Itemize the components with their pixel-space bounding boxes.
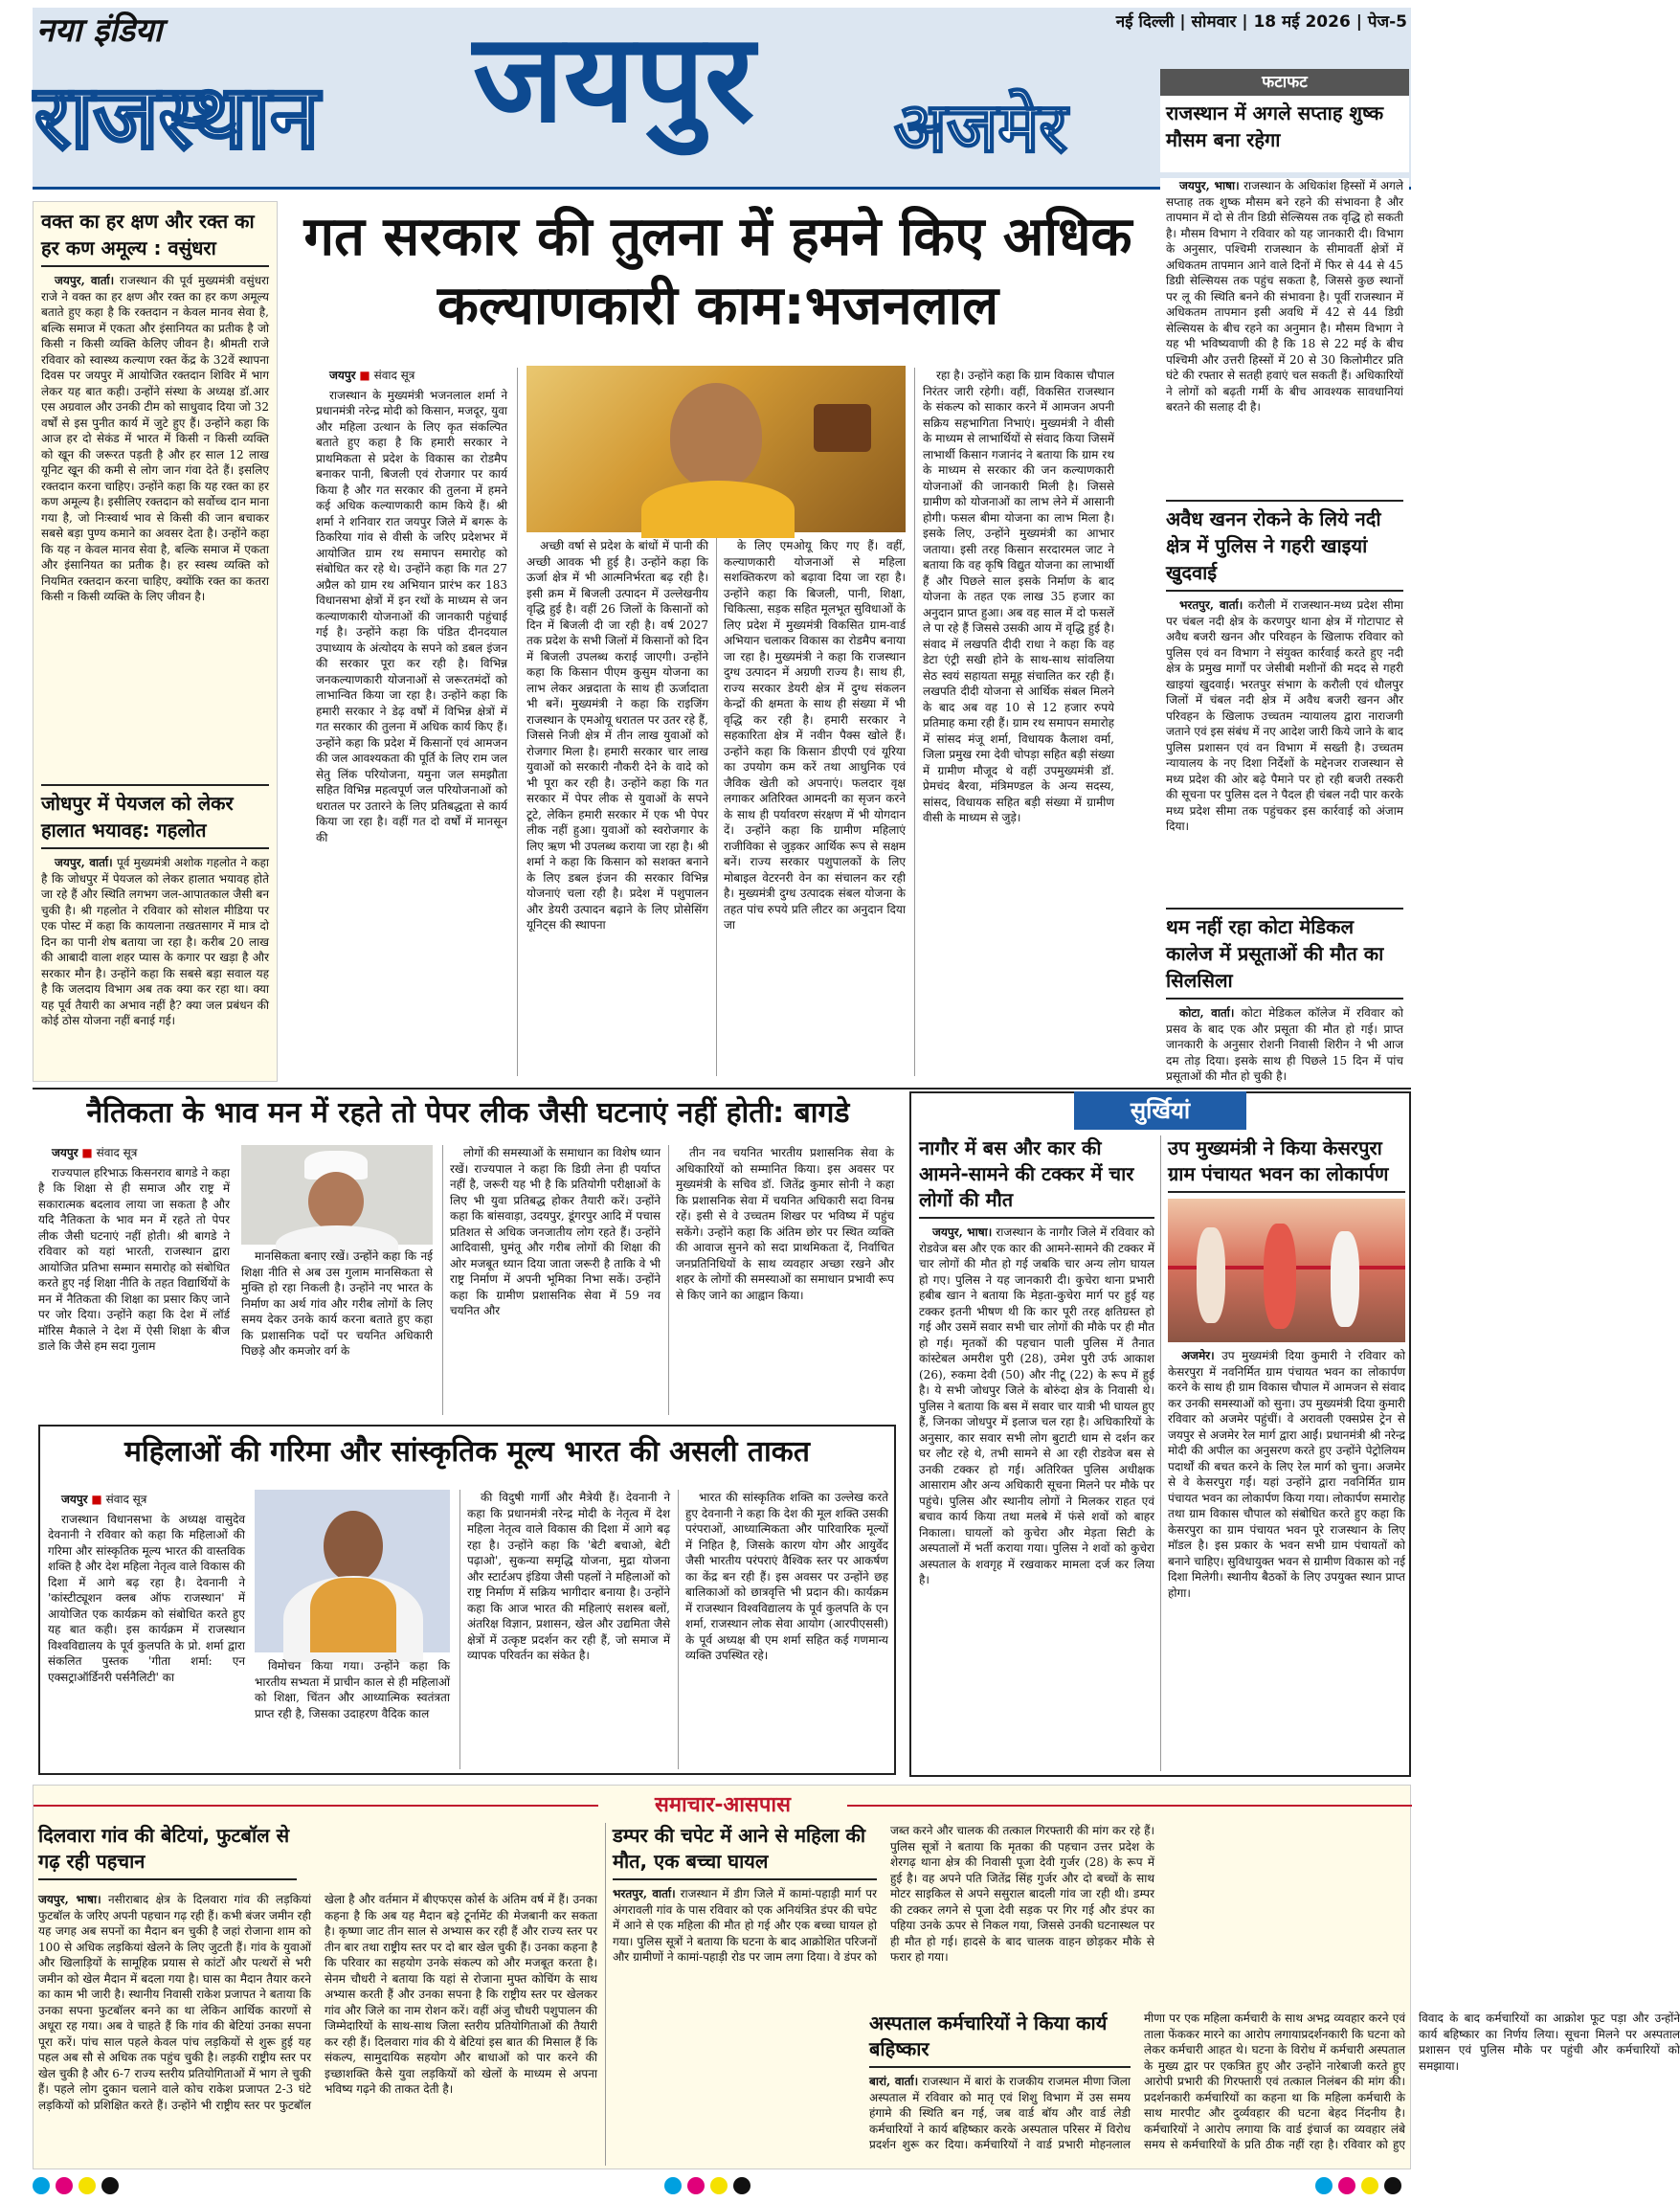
women-dateline: जयपुर: [61, 1493, 88, 1506]
women-col4-text: भारत की सांस्कृतिक शक्ति का उल्लेख करते हुए देवनानी ने कहा कि देश की मूल शक्ति उसकी परंपराओं, आध्यात्मिकता और पारिवारिक मूल्यों में निहित है, जिसके कारण योग और आयुर्वेद जैसी भारतीय परंपराएं वैश्विक स्तर पर आकर्षण का केंद्र बन रही हैं। इस अवसर पर उन्होंने छह बालिकाओं को छात्रवृत्ति भी प्रदान की। कार्यक्रम में राजस्थान विश्वविद्यालय के पूर्व कुलपति के एन शर्मा, राजस्थान लोक सेवा आयोग (आरपीएससी) के पूर्व अध्यक्ष बी एम शर्मा सहित कई गणमान्य व्यक्ति उपस्थित रहे।: [685, 1491, 888, 1662]
lead-col3-text: के लिए एमओयू किए गए हैं। वहीं, कल्याणकारी योजनाओं से महिला सशक्तिकरण को बढ़ावा दिया जा रहा है। उन्होंने कहा कि बिजली, पानी, शिक्षा, चिकित्सा, सड़क सहित मूलभूत सुविधाओं के लिए प्रदेश में मुख्यमंत्री विकसित ग्राम-वार्ड अभियान चलाकर विकास का रोडमैप बनाया जा रहा है। मुख्यमंत्री ने कहा कि राजस्थान दुग्ध उत्पादन में अग्रणी राज्य है। साथ ही, राज्य सरकार डेयरी क्षेत्र में दुग्ध संकलन केन्द्रों की क्षमता के साथ ही संख्या में भी वृद्धि कर रही है। हमारी सरकार ने सहकारिता क्षेत्र में नवीन पैक्स खोले हैं। उन्होंने कहा कि किसान डीएपी एवं यूरिया का उपयोग कम करें तथा आधुनिक एवं जैविक खेती को अपनाएं। फलदार वृक्ष लगाकर अतिरिक्त आमदनी का सृजन करने के साथ ही पर्यावरण संरक्षण में भी योगदान दें। उन्होंने कहा कि ग्रामीण महिलाएं राजीविका से जुड़कर आर्थिक रूप से सक्षम बनें। राज्य सरकार पशुपालकों के लिए मोबाइल वेटरनरी वेन का संचालन कर रही है। मुख्यमंत्री दुग्ध उत्पादक संबल योजना के तहत पांच रुपये प्रति लीटर का अनुदान दिया जा: [724, 539, 906, 932]
kesarpura-headline: उप मुख्यमंत्री ने किया केसरपुरा ग्राम पंचायत भवन का लोकार्पण: [1168, 1135, 1405, 1193]
kesarpura-text: उप मुख्यमंत्री दिया कुमारी ने रविवार को केसरपुरा में नवनिर्मित ग्राम पंचायत भवन का लोकार्पण करने के साथ ही ग्राम विकास चौपाल में आमजन से संवाद कर उनकी समस्याओं को सुना। उप मुख्यमंत्री दिया कुमारी रविवार को अजमेर पहुंचीं। वे अरावली एक्सप्रेस ट्रेन से जयपुर से अजमेर रेल मार्ग द्वारा आईं। प्रधानमंत्री श्री नरेन्द्र मोदी की अपील का अनुसरण करते हुए उन्होंने पेट्रोलियम पदार्थों की बचत करने के लिए रेल मार्ग को चुना। अजमेर से वे केसरपुरा गईं। यहां उन्होंने द्वारा नवनिर्मित ग्राम पंचायत भवन का लोकार्पण किया गया। लोकार्पण समारोह तथा ग्राम विकास चौपाल को संबोधित करते हुए कहा कि केसरपुरा का ग्राम पंचायत भवन पूरे राजस्थान के लिए मॉडल है। इस प्रकार के भवन सभी ग्राम पंचायतों को बनाने चाहिए। सुविधायुक्त भवन से ग्रामीण विकास को नई दिशा मिलेगी। स्थानीय बैठकों के लिए उपयुक्त स्थान प्राप्त होगा।: [1168, 1349, 1405, 1600]
vasundhara-text: राजस्थान की पूर्व मुख्यमंत्री वसुंधरा राजे ने वक्त का हर क्षण और रक्त का हर कण अमूल्य बताते हुए कहा है कि रक्तदान न केवल मानव सेवा है, बल्कि समाज में एकता और इंसानियत का प्रतीक है जो किसी न किसी व्यक्ति केलिए जीवन है। श्रीमती राजे रविवार को स्वास्थ्य कल्याण रक्त केंद्र के 32वें स्थापना दिवस पर जयपुर में आयोजित रक्तदान शिविर में भाग लेकर यह बात कही। उन्होंने संस्था के अध्यक्ष डॉ.आर एस अग्रवाल और उनकी टीम को साधुवाद दिया जो 32 वर्षों से इस पुनीत कार्य में जुटे हुए हैं। उन्होंने कहा कि आज हर दो सेकंड में भारत में किसी न किसी व्यक्ति को खून की जरूरत पड़ती है और हर साल 12 लाख यूनिट खून की कमी से लोग जान गंवा देते हैं। इसलिए रक्तदान करना चाहिए। उन्होंने कहा कि यह रक्त का हर कण अमूल्य है। इसीलिए रक्तदान को सर्वोच्च दान माना गया है, जो निःस्वार्थ भाव से किसी की जान बचाकर सबसे बड़ा पुण्य कमाने का अवसर देता है। उन्होंने कहा कि यह न केवल मानव सेवा है, बल्कि समाज में एकता और इंसानियत का प्रतीक है। हर स्वस्थ व्यक्ति को नियमित रक्तदान करना चाहिए, क्योंकि रक्त का कतरा किसी न किसी व्यक्ति के लिए जीवन है।: [41, 274, 269, 603]
nagaur-body: [919, 1225, 1154, 1761]
dateline-bar: नई दिल्ली | सोमवार | 18 मई 2026 | पेज-5: [1115, 12, 1407, 32]
kesarpura-dateline: अजमेर।: [1181, 1349, 1215, 1362]
fatafat-text: राजस्थान के अधिकांश हिस्सों में अगले सप्ताह तक शुष्क मौसम बने रहने की संभावना है और तापमान में दो से तीन डिग्री सेल्सियस तक वृद्धि हो सकती है। मौसम विभाग ने रविवार को यह जानकारी दी। विभाग के अनुसार, पश्चिमी राजस्थान के सीमावर्ती क्षेत्रों में अधिकतम तापमान आने वाले दिनों में फिर से 44 से 45 डिग्री सेल्सियस तक पहुंच सकता है, जिससे कुछ स्थानों पर लू की स्थिति बनने की संभावना है। पूर्वी राजस्थान में अधिकतम तापमान इसी अवधि में 42 से 44 डिग्री सेल्सियस के बीच रहने का अनुमान है। मौसम विभाग ने यह भी भविष्यवाणी की है कि 18 से 22 मई के बीच पश्चिमी और उत्तरी हिस्सों में 20 से 30 किलोमीटर प्रति घंटे की रफ्तार से सतही हवाएं चल सकती हैं। अधिकारियों ने लोगों को बढ़ती गर्मी के बीच आवश्यक सावधानियां बरतने की सलाह दी है।: [1166, 179, 1403, 414]
mining-text: करौली में राजस्थान-मध्य प्रदेश सीमा पर चंबल नदी क्षेत्र के करणपुर थाना क्षेत्र में गोटापाट से अवैध बजरी खनन और परिवहन के खिलाफ रविवार को पुलिस एवं वन विभाग ने संयुक्त कार्रवाई करते हुए नदी क्षेत्र के प्रमुख मार्गों पर जेसीबी मशीनों की मदद से गहरी खाइयां खुदवाई। भरतपुर संभाग के करौली एवं धौलपुर जिलों में चंबल नदी क्षेत्र में अवैध बजरी खनन और परिवहन के खिलाफ उच्चतम न्यायालय द्वारा नाराजगी जताने एवं इस संबंध में नए आदेश जारी किये जाने के बाद पुलिस प्रशासन एवं वन विभाग में सख्ती है। उच्चतम न्यायालय के नए दिशा निर्देशों के मद्देनजर राजस्थान से मध्य प्रदेश की ओर बढ़े पैमाने पर हो रही बजरी तस्करी की सूचना पर पुलिस दल ने पैदल ही चंबल नदी पार करके मध्य प्रदेश सीमा तक पहुंचकर इस कार्रवाई को अंजाम दिया।: [1166, 598, 1403, 833]
women-col3: [467, 1490, 670, 1769]
dilwara-text: नसीराबाद क्षेत्र के दिलवारा गांव की लड़कियां फुटबॉल के जरिए अपनी पहचान गढ़ रही हैं। कभी बंजर जमीन रही यह जगह अब सपनों का मैदान बन चुकी है जहां रोजाना शाम को 100 से अधिक लड़कियां खेलने के लिए जुटती हैं। गांव के युवाओं और खिलाड़ियों के सामूहिक प्रयास से कांटों और पत्थरों से भरी जमीन को खेल मैदान में बदला गया है। घास का मैदान तैयार करने का काम भी जारी है। स्थानीय निवासी राकेश प्रजापत ने बताया कि उनका सपना फुटबॉलर बनने का था लेकिन आर्थिक कारणों से अधूरा रह गया। अब वे चाहते हैं कि गांव की बेटियां उनका सपना पूरा करें। पांच साल पहले केवल पांच लड़कियों से शुरू हुई यह पहल अब सौ से अधिक तक पहुंच चुकी है। लड़की राष्ट्रीय स्तर पर खेल चुकी है और 6-7 राज्य स्तरीय प्रतियोगिताओं में भाग ले चुकी हैं। पहले लोग दुकान चलाने वाले कोच राकेश प्रजापत 2-3 घंटे लड़कियों को प्रशिक्षित करते हैं। उन्होंने भी राष्ट्रीय स्तर पर फुटबॉल खेला है और वर्तमान में बीएफएस कोर्स के अंतिम वर्ष में हैं। उनका कहना है कि अब यह मैदान बड़े टूर्नामेंट की मेजबानी कर सकता है। कृष्णा जाट तीन साल से अभ्यास कर रही हैं और राज्य स्तर पर तीन बार तथा राष्ट्रीय स्तर पर दो बार खेल चुकी हैं। उनका कहना है कि परिवार का सहयोग उनके संकल्प को और मजबूत करता है। सेनम चौधरी ने बताया कि यहां से रोजाना मुफ्त कोचिंग के साथ अभ्यास करती हैं और उनका सपना है कि राष्ट्रीय स्तर पर खेलकर गांव और जिले का नाम रोशन करें। वहीं अंजु चौधरी पशुपालन की जिम्मेदारियों के साथ-साथ जिला स्तरीय प्रतियोगिताओं की तैयारी कर रही हैं। दिलवारा गांव की ये बेटियां इस बात की मिसाल हैं कि संकल्प, सामुदायिक सहयोग और बाधाओं को पार करने की इच्छाशक्ति कैसे युवा लड़कियों को खेलों के माध्यम से अपना भविष्य गढ़ने की ताकत देती है।: [38, 1893, 597, 2112]
hospital-dateline: बारां, वार्ता।: [869, 2075, 919, 2088]
kesarpura-photo: [1168, 1199, 1405, 1342]
mining-headline: अवैध खनन रोकने के लिये नदी क्षेत्र में पुलिस ने गहरी खाइयां खुदवाई: [1166, 500, 1403, 592]
bagde-photo: [241, 1145, 433, 1245]
dilwara-dateline: जयपुर, भाषा।: [38, 1893, 101, 1906]
women-headline: महिलाओं की गरिमा और सांस्कृतिक मूल्य भारत की असली ताकत: [124, 1435, 810, 1469]
hospital-body: [869, 2011, 1680, 2166]
lead-col4: [923, 368, 1114, 1076]
aaspaas-label: समाचार-आसपास: [598, 1789, 847, 1822]
city-name: जयपुर: [473, 8, 755, 150]
brand-name: नया इंडिया: [36, 11, 163, 50]
bagde-col2: [241, 1248, 433, 1415]
bagde-col2-text: मानसिकता बनाए रखें। उन्होंने कहा कि नई शिक्षा नीति से अब उस गुलाम मानसिकता से मुक्ति हो रहा निकली है। उन्होंने नए भारत के निर्माण का अर्थ गांव और गरीब लोगों के लिए समय देकर उनके कार्य करना बताते हुए कहा कि प्रशासनिक पदों पर चयनित अधिकारी पिछड़े और कमजोर वर्ग के: [241, 1249, 433, 1358]
bagde-col1: जयपुर ■ संवाद सूत्र राज्यपाल हरिभाऊ किसनराव बागडे ने कहा है कि शिक्षा से ही समाज और राष्ट्र में सकारात्मक बदलाव लाया जा सकता है और यदि नैतिकता के भाव मन में रहते तो पेपर लीक जैसी घटनाएं नहीं होती। श्री बागडे ने रविवार को यहां भारती, राजस्थान द्वारा आयोजित प्रतिभा सम्मान समारोह को संबोधित करते हुए नई शिक्षा नीति के तहत विद्यार्थियों के मन में नैतिकता की शिक्षा का प्रसार किए जाने पर जोर दिया। उन्होंने कहा कि देश में लॉर्ड मॉरिस मैकाले ने देश में ऐसी शिक्षा के बीज डाले कि जैसे हम सदा गुलाम: [38, 1146, 230, 1353]
dilwara-story: [38, 1823, 597, 2166]
kota-dateline: कोटा, वार्ता।: [1179, 1006, 1235, 1020]
bagde-col3: [450, 1145, 661, 1415]
hospital-story: [869, 2011, 1680, 2166]
nagaur-story: [919, 1135, 1154, 1771]
jodhpur-headline: जोधपुर में पेयजल को लेकर हालात भयावह: गहलोत: [41, 784, 269, 849]
kesarpura-body: [1168, 1348, 1405, 1727]
women-col1-text: राजस्थान विधानसभा के अध्यक्ष वासुदेव देवनानी ने रविवार को कहा कि महिलाओं की गरिमा और सांस्कृतिक मूल्य भारत की वास्तविक शक्ति है और देश महिला नेतृत्व वाले विकास की दिशा में आगे बढ़ रहा है। देवनानी ने 'कांस्टीट्यूशन क्लब ऑफ राजस्थान' में आयोजित एक कार्यक्रम को संबोधित करते हुए यह बात कही। इस कार्यक्रम में राजस्थान विश्वविद्यालय के पूर्व कुलपति के प्रो. शर्मा द्वारा संकलित पुस्तक 'गीता शर्मा: एन एक्सट्राऑर्डिनरी पर्सनैलिटी' का: [48, 1512, 245, 1684]
lead-dateline: जयपुर: [329, 369, 356, 382]
kota-headline: थम नहीं रहा कोटा मेडिकल कालेज में प्रसूताओं की मौत का सिलसिला: [1166, 908, 1403, 1000]
fatafat-headline: राजस्थान में अगले सप्ताह शुष्क मौसम बना रहेगा: [1166, 101, 1384, 151]
vasundhara-body: [41, 273, 269, 778]
mining-dateline: भरतपुर, वार्ता।: [1179, 598, 1243, 612]
dilwara-headline: दिलवारा गांव की बेटियां, फुटबॉल से गढ़ रही पहचान: [38, 1823, 297, 1880]
lead-photo: [526, 366, 906, 532]
surkhiyan-label: सुर्खियां: [1074, 1091, 1246, 1130]
lead-source: संवाद सूत्र: [373, 369, 415, 382]
jodhpur-text: पूर्व मुख्यमंत्री अशोक गहलोत ने कहा है कि जोधपुर में पेयजल को लेकर हालात भयावह होते जा रहे हैं और स्थिति लगभग जल-आपातकाल जैसी बन चुकी है। श्री गहलोत ने रविवार को सोशल मीडिया पर एक पोस्ट में कहा कि कायलाना तखतसागर में मात्र दो दिन का पानी शेष बताया जा रहा है। करीब 20 लाख की आबादी वाला शहर प्यास के कगार पर खड़ा है और सरकार मौन है। उन्होंने कहा कि सबसे बड़ा सवाल यह है कि जलदाय विभाग अब तक क्या कर रहा था। क्या यह पूर्व तैयारी का अभाव नहीं है? क्या जल प्रबंधन की कोई ठोस योजना नहीं बनाई गई।: [41, 856, 269, 1027]
kota-text: कोटा मेडिकल कॉलेज में रविवार को प्रसव के बाद एक और प्रसूता की मौत हो गई। प्राप्त जानकारी के अनुसार रोशनी निवासी शिरीन ने भी आज दम तोड़ दिया। इसके साथ ही पिछले 15 दिन में पांच प्रसूताओं की मौत हो चुकी है।: [1166, 1006, 1403, 1083]
hospital-headline: अस्पताल कर्मचारियों ने किया कार्य बहिष्कार: [869, 2011, 1131, 2068]
women-col3-text: की विदुषी गार्गी और मैत्रेयी हैं। देवनानी ने कहा कि प्रधानमंत्री नरेन्द्र मोदी के नेतृत्व में देश महिला नेतृत्व वाले विकास की दिशा में आगे बढ़ रहा है। उन्होंने कहा कि 'बेटी बचाओ, बेटी पढ़ाओ', सुकन्या समृद्धि योजना, मुद्रा योजना और स्टार्टअप इंडिया जैसी पहलों ने महिलाओं को राष्ट्र निर्माण में सक्रिय भागीदार बनाया है। उन्होंने कहा कि आज भारत की महिलाएं सशस्त्र बलों, अंतरिक्ष विज्ञान, प्रशासन, खेल और उद्यमिता जैसे क्षेत्रों में उत्कृष्ट प्रदर्शन कर रही हैं, जो समाज में व्यापक परिवर्तन का संकेत है।: [467, 1491, 670, 1662]
women-col2: [255, 1658, 450, 1769]
lead-col2-text: अच्छी वर्षा से प्रदेश के बांधों में पानी की अच्छी आवक भी हुई है। उन्होंने कहा कि ऊर्जा क्षेत्र में भी आत्मनिर्भरता बढ़ रही है। इसी क्रम में बिजली उत्पादन में उल्लेखनीय वृद्धि हुई है। वहीं 26 जिलों के किसानों को दिन में बिजली दी जा रही है। वर्ष 2027 तक प्रदेश के सभी जिलों में किसानों को दिन में बिजली उपलब्ध कराई जाएगी। उन्होंने कहा कि किसान पीएम कुसुम योजना का लाभ लेकर अन्नदाता के साथ ही ऊर्जादाता भी बनें। मुख्यमंत्री ने कहा कि राइजिंग राजस्थान के एमओयू धरातल पर उतर रहे हैं, जिससे निजी क्षेत्र में तीन लाख युवाओं को रोजगार मिला है। हमारी सरकार चार लाख युवाओं को सरकारी नौकरी देने के वादे को भी पूरा कर रही है। उन्होंने कहा कि गत सरकार में पेपर लीक से युवाओं के सपने टूटे, लेकिन हमारी सरकार में एक भी पेपर लीक नहीं हुआ। युवाओं को स्वरोजगार के लिए ऋण भी उपलब्ध कराया जा रहा है। श्री शर्मा ने कहा कि किसान को सशक्त बनाने के लिए डबल इंजन की सरकार विभिन्न योजनाएं चला रही है। प्रदेश में पशुपालन और डेयरी उत्पादन बढ़ाने के लिए प्रोसेसिंग यूनिट्स की स्थापना: [526, 539, 708, 932]
lead-col4-text: रहा है। उन्होंने कहा कि ग्राम विकास चौपाल निरंतर जारी रहेगी। वहीं, विकसित राजस्थान के संकल्प को साकार करने में आमजन अपनी सक्रिय सहभागिता निभाएं। मुख्यमंत्री ने वीसी के माध्यम से लाभार्थियों से संवाद किया जिसमें लाभार्थी किसान गजानंद ने बताया कि ग्राम रथ के माध्यम से सरकार की जन कल्याणकारी योजनाओं की जानकारी मिली है। जिससे ग्रामीण को योजनाओं का लाभ लेने में आसानी होगी। फसल बीमा योजना का लाभ मिला है। इसके लिए, उन्होंने मुख्यमंत्री का आभार जताया। इसी तरह किसान सरदारमल जाट ने बताया कि वह कृषि विद्युत योजना का लाभार्थी हैं और पिछले साल इसके निर्माण के बाद योजना के तहत एक लाख 35 हजार का अनुदान प्राप्त हुआ। अब वह साल में दो फसलें ले पा रहे हैं जिससे उसकी आय में वृद्धि हुई है। संवाद में लखपति दीदी राधा ने कहा कि वह डेटा एंट्री सखी होने के साथ-साथ सांवलिया सेठ स्वयं सहायता समूह संचालित कर रही हैं। लखपति दीदी योजना से आर्थिक संबल मिलने के बाद अब वह 10 से 12 हजार रुपये प्रतिमाह कमा रही हैं। ग्राम रथ समापन समारोह में सांसद मंजू शर्मा, विधायक कैलाश वर्मा, जिला प्रमुख रमा देवी चोपड़ा सहित बड़ी संख्या में ग्रामीण मौजूद थे वहीं उपमुख्यमंत्री डॉ. प्रेमचंद बैरवा, मंत्रिमण्डल के अन्य सदस्य, सांसद, विधायक सहित बड़ी संख्या में ग्रामीण वीसी के माध्यम से जुड़े।: [923, 369, 1114, 824]
hospital-text: राजस्थान में बारां के राजकीय राजमल मीणा जिला अस्पताल में रविवार को मातृ एवं शिशु विभाग में उस समय हंगामे की स्थिति बन गई, जब वार्ड बॉय और वार्ड लेडी कर्मचारियों ने कार्य बहिष्कार करके अस्पताल परिसर में विरोध प्रदर्शन शुरू कर दिया। कर्मचारियों ने वार्ड प्रभारी मोहनलाल मीणा पर एक महिला कर्मचारी के साथ अभद्र व्यवहार करने एवं ताला फेंककर मारने का आरोप लगायाप्रदर्शनकारी कि घटना को लेकर कर्मचारी आहत थे। घटना के विरोध में कर्मचारी अस्पताल के मुख्य द्वार पर एकत्रित हुए और उन्होंने नारेबाजी करते हुए आरोपी प्रभारी की गिरफ्तारी एवं तत्काल निलंबन की मांग की। प्रदर्शनकारी कर्मचारियों का कहना था कि महिला कर्मचारी के साथ मारपीट और दुर्व्यवहार की घटना बेहद निंदनीय है। कर्मचारियों ने आरोप लगाया कि वार्ड इंचार्ज का व्यवहार लंबे समय से कर्मचारियों के प्रति ठीक नहीं रहा है। रविवार को हुए विवाद के बाद कर्मचारियों का आक्रोश फूट पड़ा और उन्होंने कार्य बहिष्कार का निर्णय लिया। सूचना मिलने पर अस्पताल प्रशासन एवं पुलिस मौके पर पहुंची और कर्मचारियों को समझाया।: [869, 2011, 1680, 2151]
dumper-body: [613, 1823, 1154, 2011]
bagde-col3-text: लोगों की समस्याओं के समाधान का विशेष ध्यान रखें। राज्यपाल ने कहा कि डिग्री लेना ही पर्याप्त नहीं है, जरूरी यह भी है कि प्रतियोगी परीक्षाओं के लिए भी युवा प्रतिबद्ध होकर तैयारी करें। उन्होंने कहा कि बांसवाड़ा, उदयपुर, डूंगरपुर आदि में पचास प्रतिशत से अधिक जनजातीय लोग रहते हैं। उन्होंने आदिवासी, घुमंतू और गरीब लोगों की शिक्षा की ओर मजबूत ध्यान दिया जाता जरूरी है ताकि वे भी राष्ट्र निर्माण में अपनी भूमिका निभा सकें। उन्होंने कहा कि ग्रामीण प्रशासनिक सेवा में 59 नव चयनित और: [450, 1146, 661, 1317]
dumper-headline: डम्पर की चपेट में आने से महिला की मौत, एक बच्चा घायल: [613, 1823, 877, 1880]
women-col2-text: विमोचन किया गया। उन्होंने कहा कि भारतीय सभ्यता में प्राचीन काल से ही महिलाओं को शिक्षा, चिंतन और आध्यात्मिक स्वतंत्रता प्राप्त रही है, जिसका उदाहरण वैदिक काल: [255, 1659, 450, 1720]
lead-headline: गत सरकार की तुलना में हमने किए अधिक कल्याणकारी काम:भजनलाल: [303, 206, 1132, 337]
bagde-col1-text: राज्यपाल हरिभाऊ किसनराव बागडे ने कहा है कि शिक्षा से ही समाज और राष्ट्र में सकारात्मक बदलाव लाया जा सकता है और यदि नैतिकता के भाव मन में रहते तो पेपर लीक जैसी घटनाएं नहीं होती। श्री बागडे ने रविवार को यहां भारती, राजस्थान द्वारा आयोजित प्रतिभा सम्मान समारोह को संबोधित करते हुए नई शिक्षा नीति के तहत विद्यार्थियों के मन में नैतिकता की शिक्षा का प्रसार किए जाने पर जोर दिया। उन्होंने कहा कि देश में लॉर्ड मॉरिस मैकाले ने देश में ऐसी शिक्षा के बीज डाले कि जैसे हम सदा गुलाम: [38, 1165, 230, 1353]
bagde-col4-text: तीन नव चयनित भारतीय प्रशासनिक सेवा के अधिकारियों को सम्मानित किया। इस अवसर पर मुख्यमंत्री के सचिव डॉ. जितेंद्र कुमार सोनी ने कहा कि प्रशासनिक सेवा में चयनित अधिकारी सदा विनम्र रहें। इसी से वे उच्चतम शिखर पर भविष्य में पहुंच सकेंगे। उन्होंने कहा कि अंतिम छोर पर स्थित व्यक्ति की आवाज सुनने को सदा प्राथमिकता दें, निर्वाचित जनप्रतिनिधियों के साथ व्यवहार अच्छा रखने और शहर के लोगों की समस्याओं का समाधान प्रभावी रूप से किए जाने का आह्वान किया।: [676, 1146, 894, 1302]
registration-marks: [33, 2177, 1411, 2196]
kesarpura-story: [1168, 1135, 1405, 1771]
mining-body: [1166, 597, 1403, 902]
dumper-dateline: भरतपुर, वार्ता।: [613, 1887, 676, 1900]
bagde-source: संवाद सूत्र: [96, 1146, 138, 1159]
right-column: [1160, 178, 1409, 1083]
nagaur-dateline: जयपुर, भाषा।: [932, 1225, 993, 1239]
bagde-col4: [676, 1145, 894, 1415]
nagaur-text: राजस्थान के नागौर जिले में रविवार को रोडवेज बस और एक कार की आमने-सामने की टक्कर में चार लोगों की मौत हो गई जबकि चार अन्य लोग घायल हो गए। पुलिस ने यह जानकारी दी। कुचेरा थाना प्रभारी हबीब खान ने बताया कि मेड़ता-कुचेरा मार्ग पर हुई यह टक्कर इतनी भीषण थी कि कार पूरी तरह क्षतिग्रस्त हो गई और उसमें सवार सभी चार लोगों की मौके पर ही मौत हो गई। मृतकों की पहचान पाली पुलिस में तैनात कांस्टेबल अमरीश पुरी (28), उमेश पुरी उर्फ आकाश (26), रुकमा देवी (50) और नीटू (22) के रूप में हुई है। ये सभी जोधपुर जिले के बोरुंदा क्षेत्र के निवासी थे। पुलिस ने बताया कि बस में सवार चार यात्री भी घायल हुए हैं, जिनका जोधपुर में इलाज चल रहा है। अधिकारियों के अनुसार, कार सवार सभी लोग बुटाटी धाम से दर्शन कर घर लौट रहे थे, तभी सामने से आ रही रोडवेज बस से उनकी टक्कर हो गई। अतिरिक्त पुलिस अधीक्षक आसाराम और अन्य अधिकारी सूचना मिलने पर मौके पर पहुंचे। पुलिस और स्थानीय लोगों ने मिलकर राहत एवं बचाव कार्य किया तथा मलबे में फंसे शवों को बाहर निकाला। घायलों को कुचेरा और मेड़ता सिटी के अस्पतालों में भर्ती कराया गया। पुलिस ने शवों को कुचेरा अस्पताल के शवगृह में रखवाकर मामला दर्ज कर लिया है।: [919, 1225, 1154, 1586]
fatafat-box: [1160, 69, 1409, 172]
bagde-dateline: जयपुर: [52, 1146, 78, 1159]
women-source: संवाद सूत्र: [105, 1493, 147, 1506]
state-name: राजस्थान: [34, 66, 320, 169]
lead-col2: [526, 538, 708, 1076]
vasundhara-headline: वक्त का हर क्षण और रक्त का हर कण अमूल्य : वसुंधरा: [41, 208, 269, 267]
fatafat-body: [1166, 178, 1403, 494]
fatafat-dateline: जयपुर, भाषा।: [1179, 179, 1240, 192]
women-col4: [685, 1490, 888, 1769]
women-col1: जयपुर ■ संवाद सूत्र राजस्थान विधानसभा के अध्यक्ष वासुदेव देवनानी ने रविवार को कहा कि महिलाओं की गरिमा और सांस्कृतिक मूल्य भारत की वास्तविक शक्ति है और देश महिला नेतृत्व वाले विकास की दिशा में आगे बढ़ रहा है। देवनानी ने 'कांस्टीट्यूशन क्लब ऑफ राजस्थान' में आयोजित एक कार्यक्रम को संबोधित करते हुए यह बात कही। इस कार्यक्रम में राजस्थान विश्वविद्यालय के पूर्व कुलपति के प्रो. शर्मा द्वारा संकलित पुस्तक 'गीता शर्मा: एन एक्सट्राऑर्डिनरी पर्सनैलिटी' का: [48, 1493, 245, 1684]
nagaur-headline: नागौर में बस और कार की आमने-सामने की टक्कर में चार लोगों की मौत: [919, 1135, 1154, 1219]
left-column: [33, 201, 278, 1082]
dumper-text: राजस्थान में डीग जिले में कामां-पहाड़ी मार्ग पर अंगरावली गांव के पास रविवार को एक अनियंत्रित डंपर की चपेट में आने से एक महिला की मौत हो गई और एक बच्चा घायल हो गया। पुलिस सूत्रों ने बताया कि घटना के बाद आक्रोशित परिजनों और ग्रामीणों ने कामां-पहाड़ी रोड पर जाम लगा दिया। वे डंपर को जब्त करने और चालक की तत्काल गिरफ्तारी की मांग कर रहे हैं। पुलिस सूत्रों ने बताया कि मृतका की पहचान उत्तर प्रदेश के शेरगढ़ थाना क्षेत्र की निवासी पूजा देवी गुर्जर (28) के रूप में हुई है। वह अपने पति जितेंद्र सिंह गुर्जर और दो बच्चों के साथ मोटर साइकिल से अपने ससुराल बादली गांव जा रही थी। डम्पर की टक्कर लगने से पूजा देवी सड़क पर गिर गई और डंपर का पहिया उनके ऊपर से निकल गया, जिससे उनकी घटनास्थल पर ही मौत हो गई। हादसे के बाद चालक वाहन छोड़कर मौके से फरार हो गया।: [613, 1824, 1154, 1964]
fatafat-label: फटाफट: [1160, 69, 1409, 96]
jodhpur-body: [41, 855, 269, 1113]
dilwara-body: [38, 1892, 597, 2166]
women-photo: [255, 1490, 450, 1652]
bagde-headline: नैतिकता के भाव मन में रहते तो पेपर लीक जैसी घटनाएं नहीं होती: बागडे: [86, 1096, 850, 1130]
lead-col3: [724, 538, 906, 1076]
jodhpur-dateline: जयपुर, वार्ता।: [55, 856, 113, 869]
lead-col1-text: राजस्थान के मुख्यमंत्री भजनलाल शर्मा ने प्रधानमंत्री नरेन्द्र मोदी को किसान, मजदूर, युवा और महिला उत्थान के लिए कृत संकल्पित बताते हुए कहा है कि हमारी सरकार ने प्राथमिकता से प्रदेश के विकास का रोडमैप बनाकर पानी, बिजली एवं रोजगार पर कार्य किया है और गत सरकार की तुलना में हमने कई अधिक कल्याणकारी काम किये हैं। श्री शर्मा ने शनिवार रात जयपुर जिले में बगरू के ठिकरिया गांव से वीसी के जरिए प्रदेशभर में आयोजित ग्राम रथ समापन समारोह को संबोधित कर रहे थे। उन्होंने कहा कि गत 27 अप्रैल को ग्राम रथ अभियान प्रारंभ कर 183 विधानसभा क्षेत्रों में इन रथों के माध्यम से जन कल्याणकारी योजनाओं की जानकारी पहुंचाई गई है। उन्होंने कहा कि पंडित दीनदयाल उपाध्याय के अंत्योदय के सपने को डबल इंजन की सरकार पूरा कर रही है। विभिन्न जनकल्याणकारी योजनाओं से जरूरतमंदों को लाभान्वित किया जा रहा है। उन्होंने कहा कि हमारी सरकार ने डेढ़ वर्षों में विभिन्न क्षेत्रों में गत सरकार की तुलना में अधिक कार्य किए हैं। उन्होंने कहा कि प्रदेश में किसानों एवं आमजन की जल आवश्यकता की पूर्ति के लिए राम जल सेतु लिंक परियोजना, यमुना जल समझौता सहित विभिन्न महत्वपूर्ण जल परियोजनाओं को धरातल पर उतारने के लिए प्रतिबद्धता से कार्य किया जा रहा है। वहीं गत दो वर्षों में मानसून की: [316, 388, 507, 844]
city2-name: अजमेर: [894, 87, 1067, 168]
vasundhara-dateline: जयपुर, वार्ता।: [55, 274, 115, 287]
lead-col1: जयपुर ■ संवाद सूत्र राजस्थान के मुख्यमंत्री भजनलाल शर्मा ने प्रधानमंत्री नरेन्द्र मोदी को किसान, मजदूर, युवा और महिला उत्थान के लिए कृत संकल्पित बताते हुए कहा है कि हमारी सरकार ने प्राथमिकता से प्रदेश के विकास का रोडमैप बनाकर पानी, बिजली एवं रोजगार पर कार्य किया है और गत सरकार की तुलना में हमने कई अधिक कल्याणकारी काम किये हैं। श्री शर्मा ने शनिवार रात जयपुर जिले में बगरू के ठिकरिया गांव से वीसी के जरिए प्रदेशभर में आयोजित ग्राम रथ समापन समारोह को संबोधित कर रहे थे। उन्होंने कहा कि गत 27 अप्रैल को ग्राम रथ अभियान प्रारंभ कर 183 विधानसभा क्षेत्रों में इन रथों के माध्यम से जन कल्याणकारी योजनाओं की जानकारी पहुंचाई गई है। उन्होंने कहा कि पंडित दीनदयाल उपाध्याय के अंत्योदय के सपने को डबल इंजन की सरकार पूरा कर रही है। विभिन्न जनकल्याणकारी योजनाओं से जरूरतमंदों को लाभान्वित किया जा रहा है। उन्होंने कहा कि हमारी सरकार ने डेढ़ वर्षों में विभिन्न क्षेत्रों में गत सरकार की तुलना में अधिक कार्य किए हैं। उन्होंने कहा कि प्रदेश में किसानों एवं आमजन की जल आवश्यकता की पूर्ति के लिए राम जल सेतु लिंक परियोजना, यमुना जल समझौता सहित विभिन्न महत्वपूर्ण जल परियोजनाओं को धरातल पर उतारने के लिए प्रतिबद्धता से कार्य किया जा रहा है। वहीं गत दो वर्षों में मानसून की: [316, 369, 507, 844]
